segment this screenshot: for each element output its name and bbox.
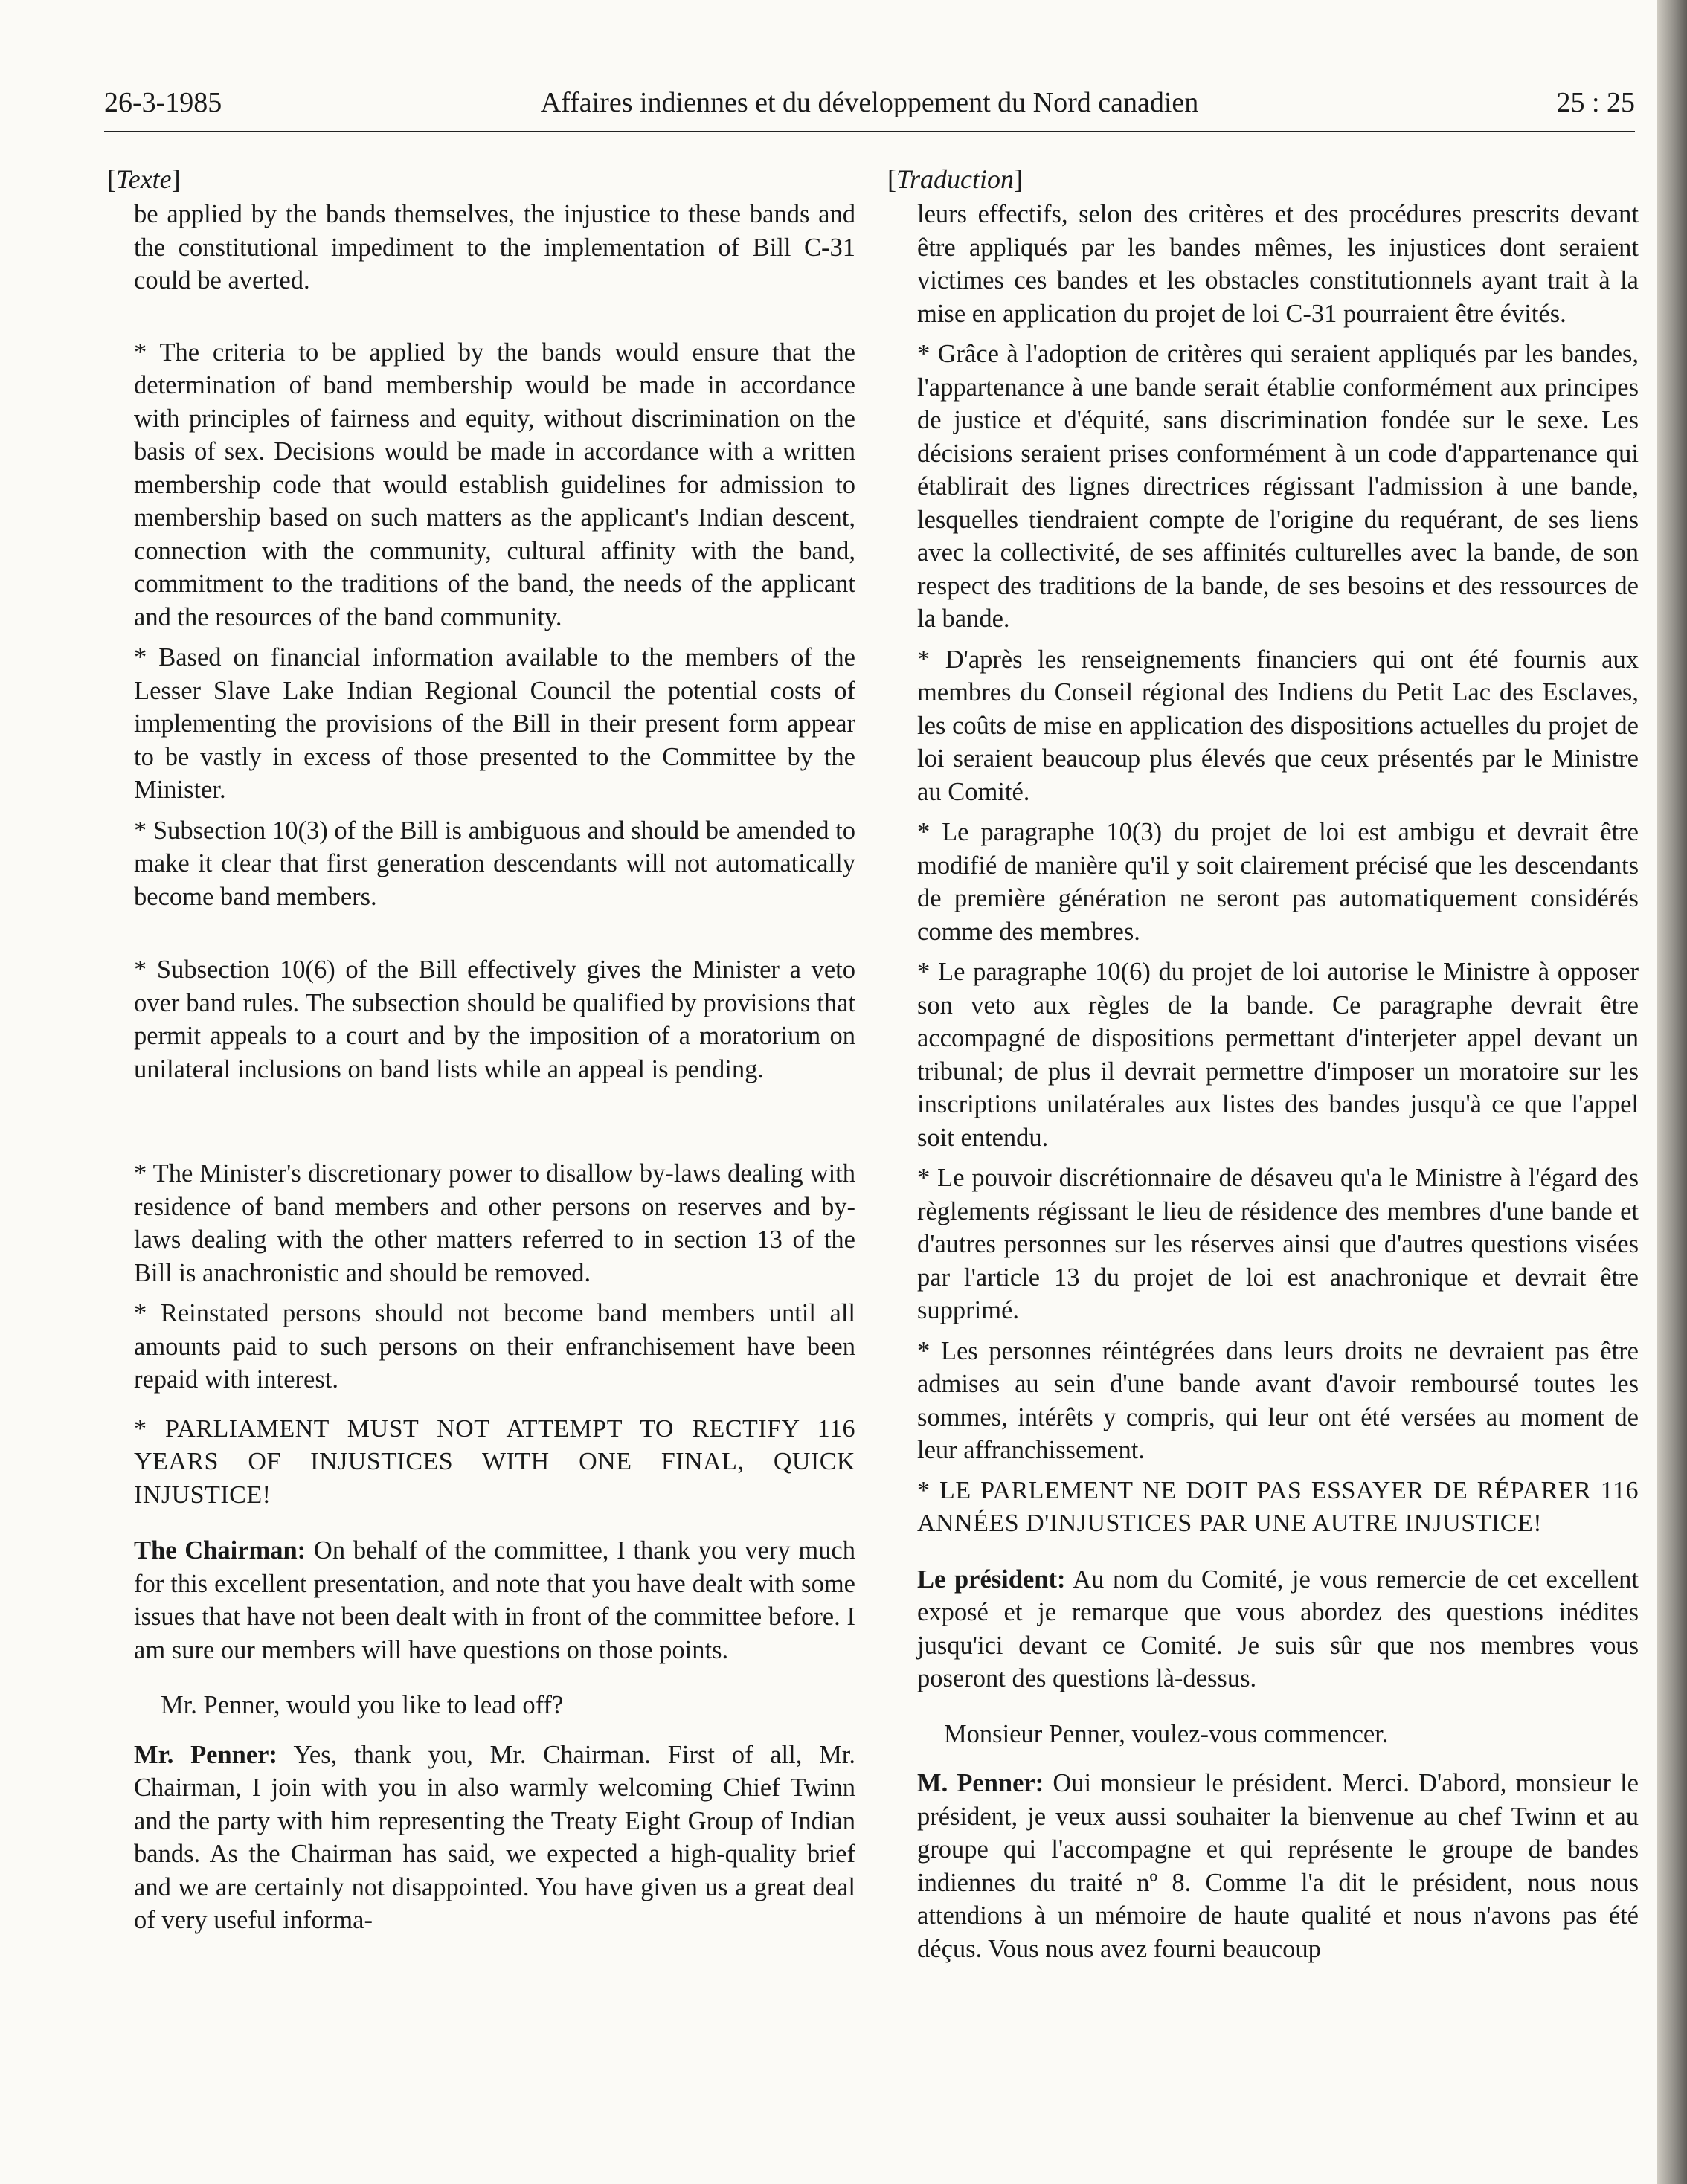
paragraph: * Reinstated persons should not become band members until all amounts paid to such persons on their enfranchisement have been repaid with interest. [134, 1299, 855, 1394]
paragraph: * Le paragraphe 10(6) du projet de loi autorise le Ministre à opposer son veto aux règles de la bande. Ce paragraphe devrait être accompagné de dispositions permettant d'interjeter appel devant un tribunal; de plus il devrait permettre d'imposer un moratoire sur les inscriptions unilatérales aux listes des bandes jusqu'à ce que l'appel soit entendu. [917, 958, 1639, 1152]
page-edge-shadow [1657, 0, 1687, 2184]
chair-remark [917, 1563, 1639, 1695]
speech-text: Oui monsieur le président. Merci. D'abord, monsieur le président, je veux aussi souhaiter la bienvenue au chef Twinn et au groupe qui l'accompagne et qui représente le groupe de bandes indiennes du traité nº 8. Comme l'a dit le président, nous nous attendions à un mémoire de haute qualité et nous n'avons pas été déçus. Vous nous avez fourni beaucoup [917, 1769, 1639, 1963]
paragraph: * The criteria to be applied by the bands would ensure that the determination of band membership would be made in accordance with principles of fairness and equity, without discrimination on the basis of sex. Decisions would be made in accordance with a written membership code that would establish guidelines for admission to membership based on such matters as the applicant's Indian descent, connection with the community, cultural affinity with the band, commitment to the traditions of the band, the needs of the applicant and the resources of the band community. [134, 338, 855, 631]
header-date: 26-3-1985 [104, 87, 222, 118]
speaker-name: Mr. Penner: [134, 1740, 277, 1769]
french-column [917, 198, 1639, 1965]
paragraph: * Subsection 10(3) of the Bill is ambiguous and should be amended to make it clear that first generation descendants will not automatically become band members. [134, 816, 855, 911]
paragraph: be applied by the bands themselves, the injustice to these bands and the constitutional impediment to the implementation of Bill C-31 could be averted. [134, 200, 855, 294]
paragraph: * The Minister's discretionary power to disallow by-laws dealing with residence of band members and other persons on reserves and by-laws dealing with the other matters referred to in section 13 of the Bill is anachronistic and should be removed. [134, 1159, 855, 1287]
penner-remark [134, 1739, 855, 1937]
right-label-text: Traduction [896, 164, 1015, 194]
paragraph: * Le paragraphe 10(3) du projet de loi est ambigu et devrait être modifié de manière qu'il y soit clairement précisé que les descendants de première génération ne seront pas automatiquement considérés comme des membres. [917, 818, 1639, 946]
speech-text: Au nom du Comité, je vous remercie de cet excellent exposé et je remarque que vous abordez des questions inédites jusqu'ici devant ce Comité. Je suis sûr que nos membres vous poseront des questions là-dessus. [917, 1565, 1639, 1692]
paragraph: * Based on financial information available to the members of the Lesser Slave Lake Indian Regional Council the potential costs of implementing the provisions of the Bill in their present form appear to be vastly in excess of those presented to the Committee by the Minister. [134, 643, 855, 804]
speaker-name: M. Penner: [917, 1769, 1044, 1797]
chair-question: Mr. Penner, would you like to lead off? [161, 1691, 564, 1719]
speech-text: On behalf of the committee, I thank you very much for this excellent presentation, and note that you have dealt with some issues that have not been dealt with in front of the committee before. I am sure our members will have questions on those points. [134, 1536, 855, 1664]
header-page-number: 25 : 25 [1556, 87, 1635, 118]
paragraph: * LE PARLEMENT NE DOIT PAS ESSAYER DE RÉPARER 116 ANNÉES D'INJUSTICES PAR UNE AUTRE INJUSTICE! [917, 1476, 1639, 1537]
english-column [134, 198, 855, 1937]
paragraph: leurs effectifs, selon des critères et des procédures prescrits devant être appliqués par les bandes mêmes, les injustices dont seraient victimes ces bandes et les obstacles constitutionnels ayant trait à la mise en application du projet de loi C-31 pourraient être évités. [917, 200, 1639, 328]
chair-question: Monsieur Penner, voulez-vous commencer. [944, 1719, 1389, 1748]
paragraph: * Grâce à l'adoption de critères qui seraient appliqués par les bandes, l'appartenance à une bande serait établie conformément aux principes de justice et d'équité, sans discrimination fondée sur le sexe. Les décisions seraient prises conformément à un code d'appartenance qui établirait des lignes directrices régissant l'admission à une bande, lesquelles tiendraient compte de l'origine du requérant, de ses liens avec la collectivité, de ses affinités culturelles avec la bande, de son respect des traditions de la bande, de ses besoins et des ressources de la bande. [917, 340, 1639, 633]
left-column-label: [Texte] [107, 164, 181, 194]
paragraph: * PARLIAMENT MUST NOT ATTEMPT TO RECTIFY 116 YEARS OF INJUSTICES WITH ONE FINAL, QUICK INJUSTICE! [134, 1414, 855, 1509]
speech-text: Yes, thank you, Mr. Chairman. First of all, Mr. Chairman, I join with you in also warmly welcoming Chief Twinn and the party with him representing the Treaty Eight Group of Indian bands. As the Chairman has said, we expected a high-quality brief and we are certainly not disappointed. You have given us a great deal of very useful informa- [134, 1740, 855, 1934]
page-header [104, 86, 1635, 132]
right-column-label: [Traduction] [887, 164, 1024, 194]
paragraph: * Le pouvoir discrétionnaire de désaveu qu'a le Ministre à l'égard des règlements régissant le lieu de résidence des membres d'une bande et d'autres personnes sur les réserves ainsi que d'autres questions visées par l'article 13 du projet de loi est anachronique et devrait être supprimé. [917, 1164, 1639, 1324]
speaker-name: Le président: [917, 1565, 1066, 1594]
paragraph: * D'après les renseignements financiers qui ont été fournis aux membres du Conseil régional des Indiens du Petit Lac des Esclaves, les coûts de mise en application des dispositions actuelles du projet de loi seraient beaucoup plus élevés que ceux présentés par le Ministre au Comité. [917, 645, 1639, 806]
paragraph: * Subsection 10(6) of the Bill effectively gives the Minister a veto over band rules. The subsection should be qualified by provisions that permit appeals to a court and by the imposition of a moratorium on unilateral inclusions on band lists while an appeal is pending. [134, 956, 855, 1083]
penner-remark [917, 1767, 1639, 1965]
speaker-name: The Chairman: [134, 1536, 306, 1565]
chair-remark [134, 1534, 855, 1666]
header-title: Affaires indiennes et du développement du Nord canadien [540, 87, 1199, 118]
left-label-text: Texte [116, 164, 172, 194]
paragraph: * Les personnes réintégrées dans leurs droits ne devraient pas être admises au sein d'une bande avant d'avoir remboursé toutes les sommes, intérêts y compris, qui leur ont été versées au moment de leur affranchissement. [917, 1336, 1639, 1464]
